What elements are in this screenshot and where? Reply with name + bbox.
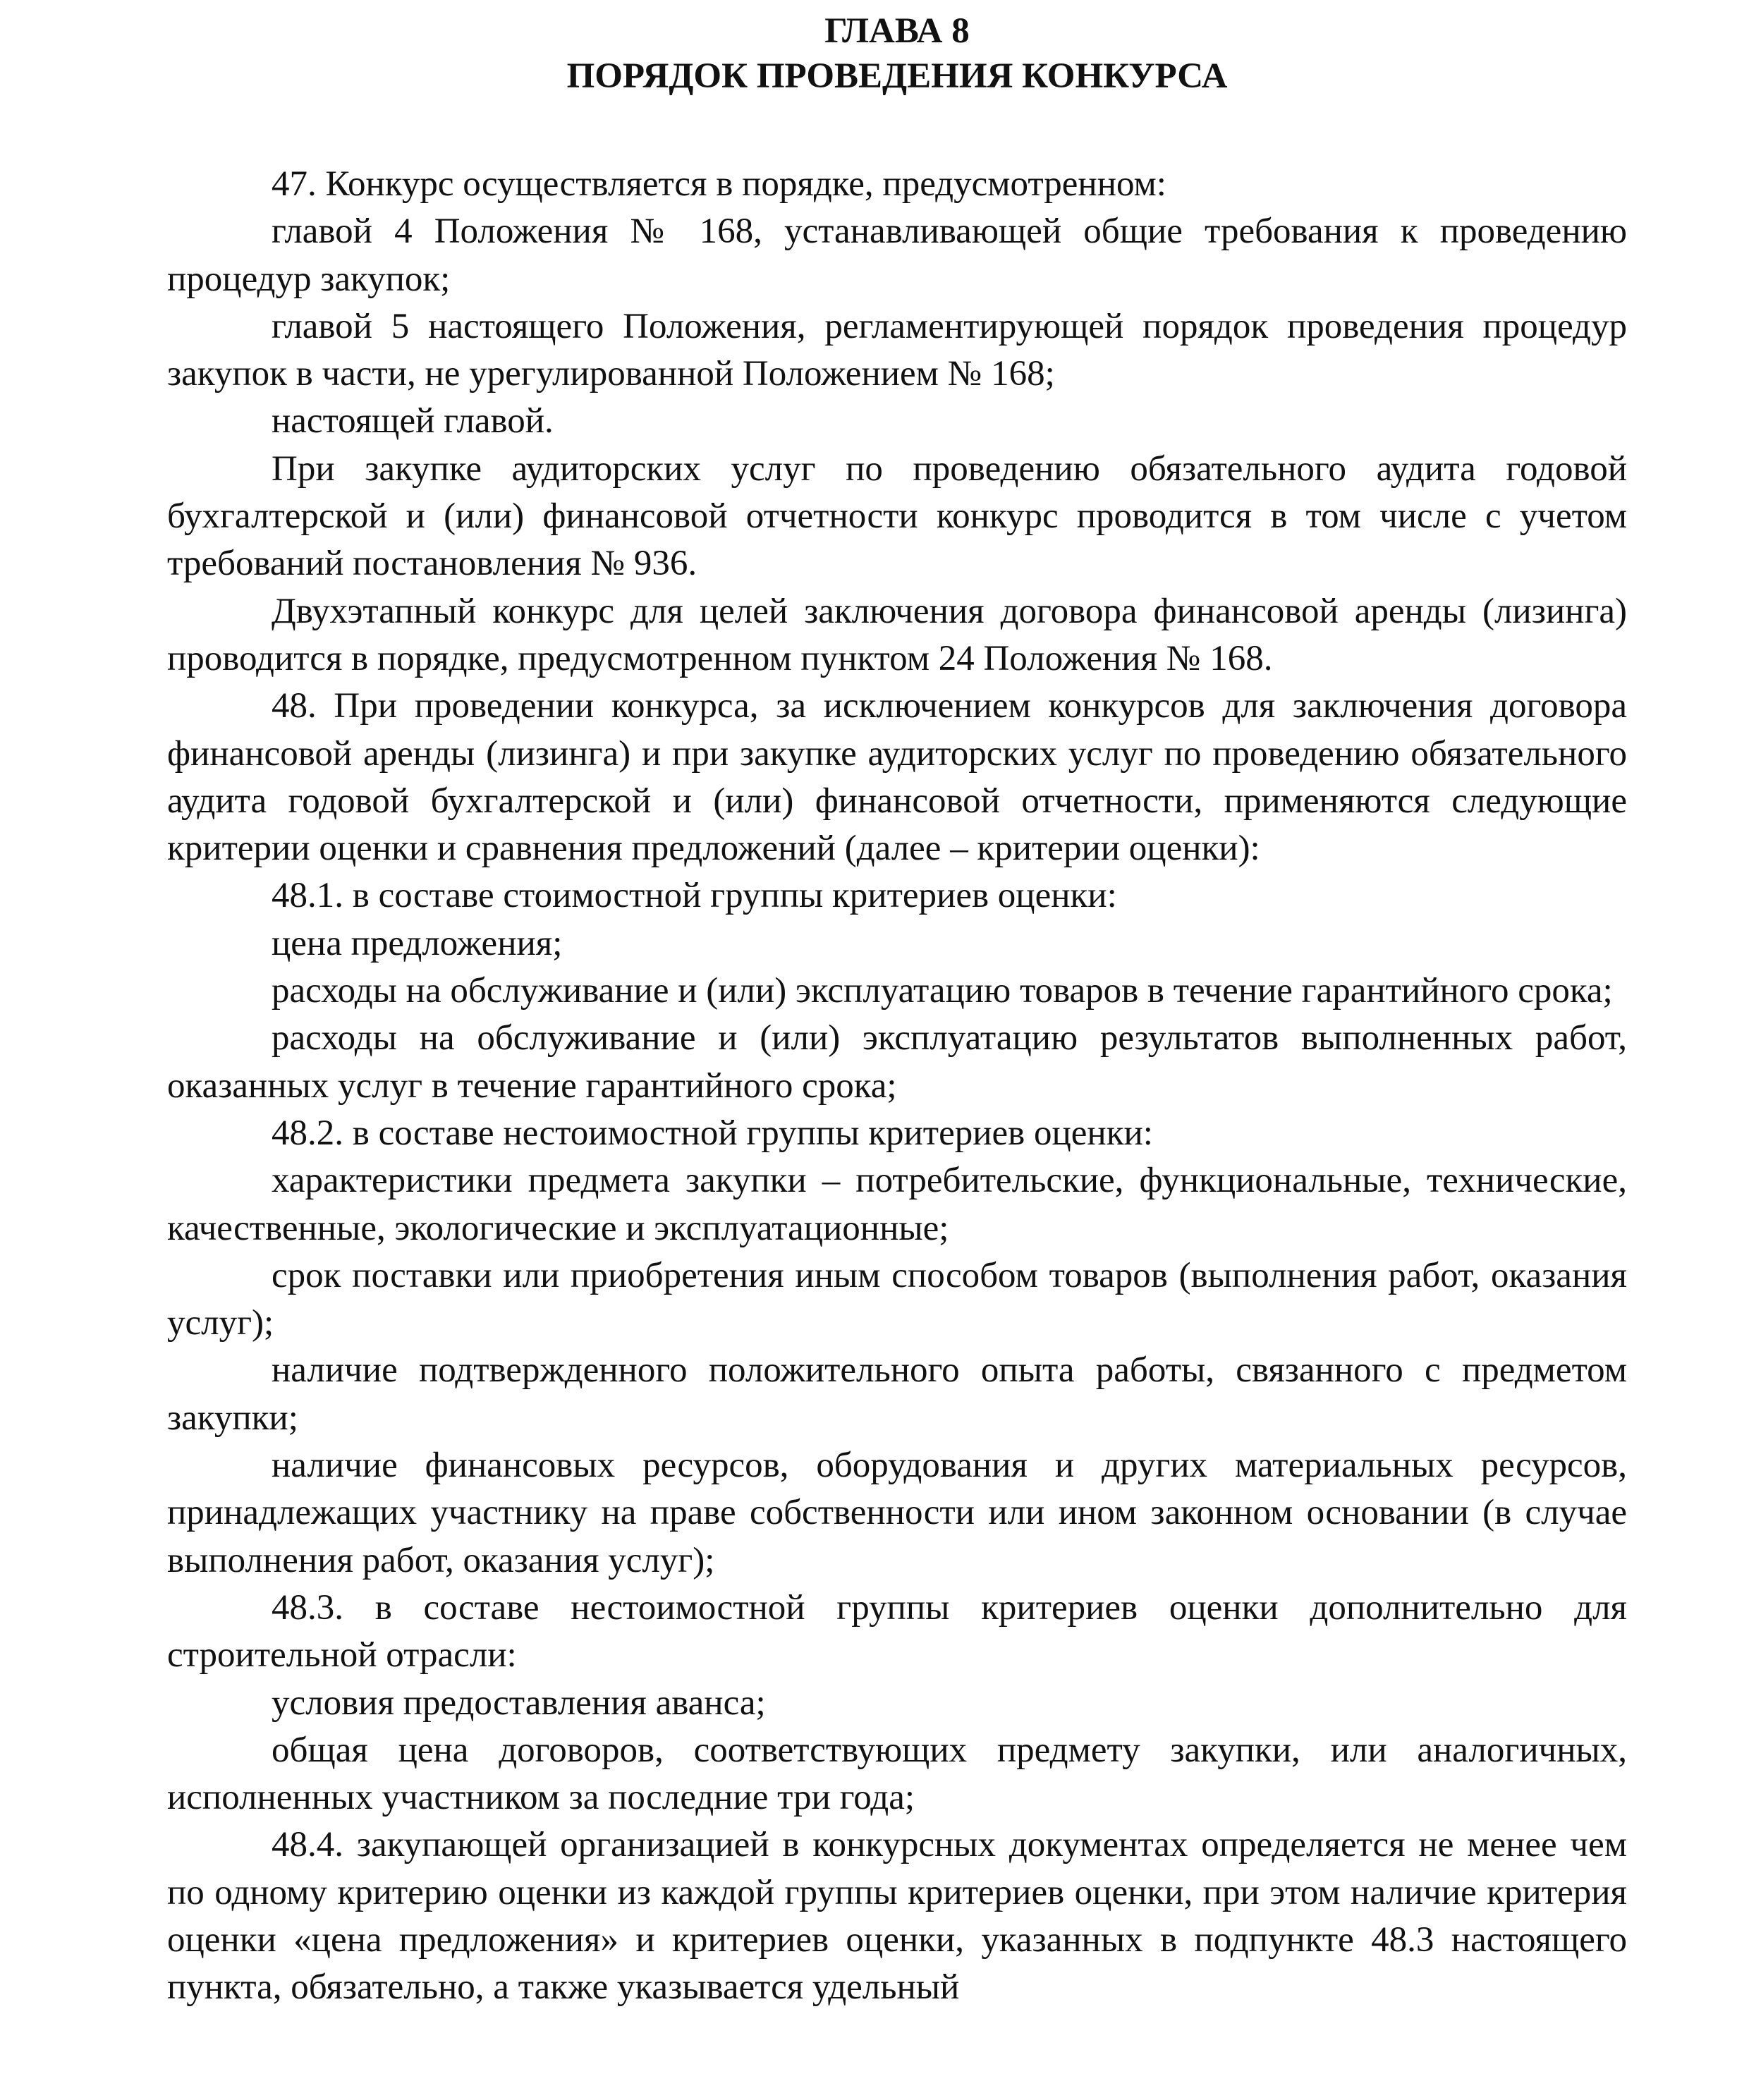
subparagraph-48-4: 48.4. закупающей организацией в конкурсных документах определяется не менее чем по одному критерию оценки из каждой группы критериев оценки, при этом наличие критерия оценки «цена предложения» и критериев оценки, указанных в подпункте 48.3 настоящего пункта, обязательно, а также указывается удельный (167, 1825, 1627, 2008)
paragraph-text: При закупке аудиторских услуг по проведению обязательного аудита годовой бухгалтерской и (или) финансовой отчетности конкурс проводится в том числе с учетом требований постановления № 936. (167, 448, 1627, 584)
subparagraph-48-1: 48.1. в составе стоимостной группы критериев оценки: (272, 876, 1117, 916)
list-item: цена предложения; (272, 923, 563, 963)
subparagraph-48-2: 48.2. в составе нестоимостной группы критериев оценки: (272, 1113, 1153, 1153)
list-item: характеристики предмета закупки – потребительские, функциональные, технические, качественные, экологические и эксплуатационные; (167, 1161, 1627, 1248)
list-item: срок поставки или приобретения иным способом товаров (выполнения работ, оказания услуг); (167, 1255, 1627, 1343)
list-item: расходы на обслуживание и (или) эксплуатацию товаров в течение гарантийного срока; (272, 971, 1613, 1011)
list-item: общая цена договоров, соответствующих предмету закупки, или аналогичных, исполненных участником за последние три года; (167, 1730, 1627, 1818)
list-item: расходы на обслуживание и (или) эксплуатацию результатов выполненных работ, оказанных услуг в течение гарантийного срока; (167, 1018, 1627, 1106)
chapter-title: ПОРЯДОК ПРОВЕДЕНИЯ КОНКУРСА (566, 56, 1228, 96)
paragraph-item: главой 5 настоящего Положения, регламентирующей порядок проведения процедур закупок в части, не урегулированной Положением № 168; (167, 306, 1627, 394)
list-item: наличие подтвержденного положительного опыта работы, связанного с предметом закупки; (167, 1350, 1627, 1438)
paragraph-item: главой 4 Положения № 168, устанавливающей общие требования к проведению процедур закупок; (167, 212, 1627, 299)
paragraph-item: настоящей главой. (272, 401, 554, 441)
document-body (167, 161, 1627, 2012)
subparagraph-48-3: 48.3. в составе нестоимостной группы критериев оценки дополнительно для строительной отрасли: (167, 1587, 1627, 1675)
list-item: наличие финансовых ресурсов, оборудования и других материальных ресурсов, принадлежащих участнику на праве собственности или ином законном основании (в случае выполнения работ, оказания услуг); (167, 1446, 1627, 1580)
document-page (167, 0, 1627, 2012)
paragraph-47: 47. Конкурс осуществляется в порядке, предусмотренном: (272, 164, 1166, 204)
chapter-number: ГЛАВА 8 (824, 11, 970, 51)
paragraph-text: Двухэтапный конкурс для целей заключения договора финансовой аренды (лизинга) проводится в порядке, предусмотренном пунктом 24 Положения № 168. (167, 591, 1627, 678)
list-item: условия предоставления аванса; (272, 1683, 766, 1723)
paragraph-48: 48. При проведении конкурса, за исключением конкурсов для заключения договора финансовой аренды (лизинга) и при закупке аудиторских услуг по проведению обязательного аудита годовой бухгалтерской и (или) финансовой отчетности, применяются следующие критерии оценки и сравнения предложений (далее – критерии оценки): (167, 686, 1627, 869)
